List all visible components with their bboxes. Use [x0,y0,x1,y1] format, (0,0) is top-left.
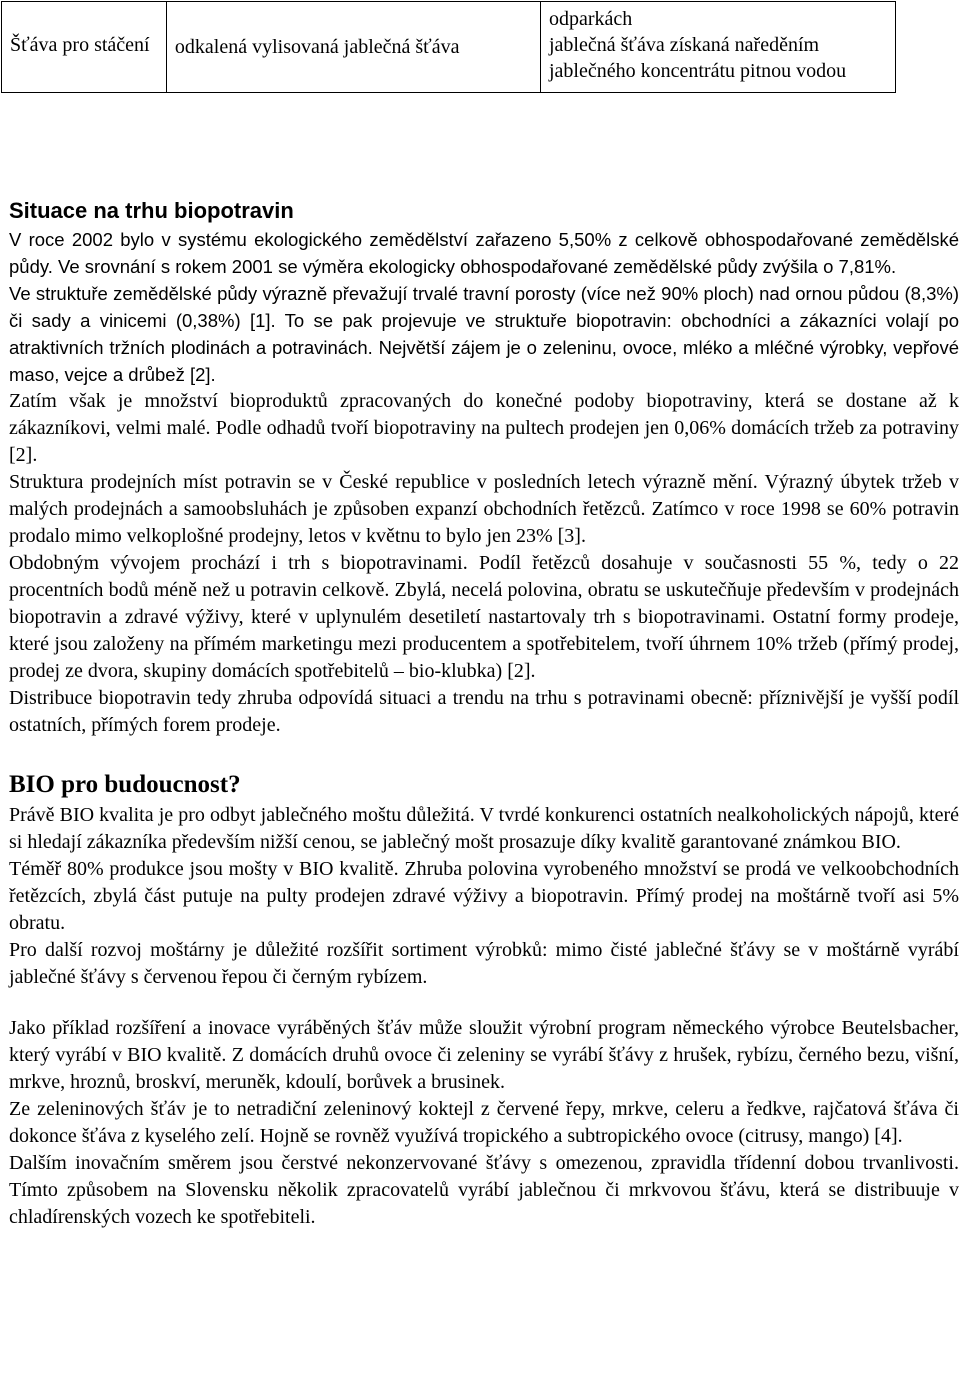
sentence: Výrazný úbytek tržeb v malých prodejnách a samoobsluhách je způsoben expanzí obchodních řetězců. [9,471,960,520]
article-body [9,196,959,1231]
table-cell-concentrate-juice [541,2,896,93]
sentence: Ostatní formy prodeje, které jsou založeny na přímém marketingu mezi producentem a spotřebitelem, tvoří úhrnem 10% tržeb (přímý prodej, prodej ze dvora, skupiny domácích spotřebitelů – bio-klubka) [2]. [9,606,960,682]
table-cell-pressed-juice [166,2,540,93]
sentence: Struktura prodejních míst potravin se v České republice v posledních letech výrazně mění. [9,471,758,493]
paragraph [9,856,959,937]
sentence: Jako příklad rozšíření a inovace vyráběných šťáv může sloužit výrobní program německého výrobce Beutelsbacher, který vyrábí v BIO kvalitě. [9,1017,959,1066]
paragraph [9,1150,959,1231]
table-cell-line: jablečná šťáva získaná naředěním [549,34,820,56]
sentence: Obdobným vývojem prochází i trh s biopotravinami. [9,552,468,574]
sentence: Podíl řetězců dosahuje v současnosti 55 %, tedy o 22 procentních bodů méně než u potravin celkově. [9,552,960,601]
juice-spec-table [1,1,896,93]
table-cell-line: odparkách [549,8,633,30]
sentence: Pro další rozvoj moštárny je důležité rozšířit sortiment výrobků: mimo čisté jablečné šťávy se v moštárně vyrábí jablečné šťávy s červenou řepou či černým rybízem. [9,939,959,988]
sentence: Z domácích druhů ovoce či zeleniny se vyrábí šťávy z hrušek, rybízu, černého bezu, višní, mrkve, hroznů, broskví, meruněk, kdoulí, borůvek a brusinek. [9,1044,959,1093]
sentence: Největší zájem je o zeleninu, ovoce, mléko a mléčné výrobky, vepřové maso, vejce a drůbež [2]. [9,337,960,385]
sentence: Ve struktuře zemědělské půdy výrazně převažují trvalé travní porosty (více než 90% ploch) nad ornou půdou (8,3%) či sady a vinicemi (0,38%) [1]. [9,283,959,331]
spacer [9,991,959,1015]
sentence: Zhruba polovina vyrobeného množství se prodá ve velkoobchodních řetězcích, zbylá část putuje na pulty prodejen zdravé výživy a biopotravin. [9,858,960,907]
table-cell-text: Šťáva pro stáčení [10,34,150,56]
paragraph [9,1096,959,1150]
sentence: V roce 2002 bylo v systému ekologického zemědělství zařazeno 5,50% z celkově obhospodařované zemědělské půdy. [9,229,959,277]
sentence: To se pak projevuje ve struktuře biopotravin: obchodníci a zákazníci volají po atraktivních tržních plodinách a potravinách. [9,310,960,358]
paragraph [9,550,959,685]
section-heading-market: Situace na trhu biopotravin [9,198,294,223]
sentence: Tímto způsobem na Slovensku několik zpracovatelů vyrábí jablečnou či mrkvovou šťávu, která se distribuuje v chladírenských vozech ke spotřebiteli. [9,1179,959,1228]
sentence: Téměř 80% produkce jsou mošty v BIO kvalitě. [9,858,399,880]
sentence: Zatím však je množství bioproduktů zpracovaných do konečné podoby biopotraviny, která se dostane až k zákazníkovi, velmi malé. [9,390,959,439]
paragraph [9,802,959,856]
sentence: Dalším inovačním směrem jsou čerstvé nekonzervované šťávy s omezenou, zpravidla třídenní dobou trvanlivosti. [9,1152,959,1174]
table-cell-text: odkalená vylisovaná jablečná šťáva [174,36,460,58]
sentence: Zbylá, necelá polovina, obratu se uskutečňuje především v prodejnách biopotravin a zdravé výživy, které v uplynulém desetiletí nastartovaly trh s biopotravinami. [9,579,959,628]
sentence: Hojně se rovněž využívá tropického a subtropického ovoce (citrusy, mango) [4]. [259,1125,903,1147]
sentence: Ve srovnání s rokem 2001 se výměra ekologicky obhospodařované zemědělské půdy zvýšila o 7,81%. [58,256,897,277]
sentence: Ze zeleninových šťáv je to netradiční zeleninový koktejl z červené řepy, mrkve, celeru a ředkve, rajčatová šťáva či dokonce šťáva z kyselého zelí. [9,1098,959,1147]
paragraph [9,388,959,469]
sentence: Zatímco v roce 1998 se 60% potravin prodalo mimo velkoplošné prodejny, letos v květnu to bylo jen 23% [3]. [9,498,959,547]
paragraph [9,469,959,550]
table-cell-line: jablečného koncentrátu pitnou vodou [549,60,847,82]
spacer [9,739,959,768]
paragraph [9,1015,959,1096]
paragraph [9,226,959,280]
sentence: Přímý prodej na moštárně tvoří asi 5% obratu. [9,885,960,934]
paragraph [9,280,959,388]
sentence: V tvrdé konkurenci ostatních nealkoholických nápojů, které si hledají zákazníka především nižší cenou, se jablečný mošt prosazuje díky kvalitě garantované známkou BIO. [9,804,960,853]
sentence: Právě BIO kvalita je pro odbyt jablečného moštu důležitá. [9,804,475,826]
section-heading-bio-future: BIO pro budoucnost? [9,771,241,798]
sentence: Distribuce biopotravin tedy zhruba odpovídá situaci a trendu na trhu s potravinami obecně: příznivější je vyšší podíl ostatních, přímých forem prodeje. [9,687,959,736]
paragraph [9,685,959,739]
table-cell-juice-type [2,2,167,93]
table-row [2,2,896,93]
paragraph [9,937,959,991]
sentence: Podle odhadů tvoří biopotraviny na pultech prodejen jen 0,06% domácích tržeb za potraviny [2]. [9,417,960,466]
